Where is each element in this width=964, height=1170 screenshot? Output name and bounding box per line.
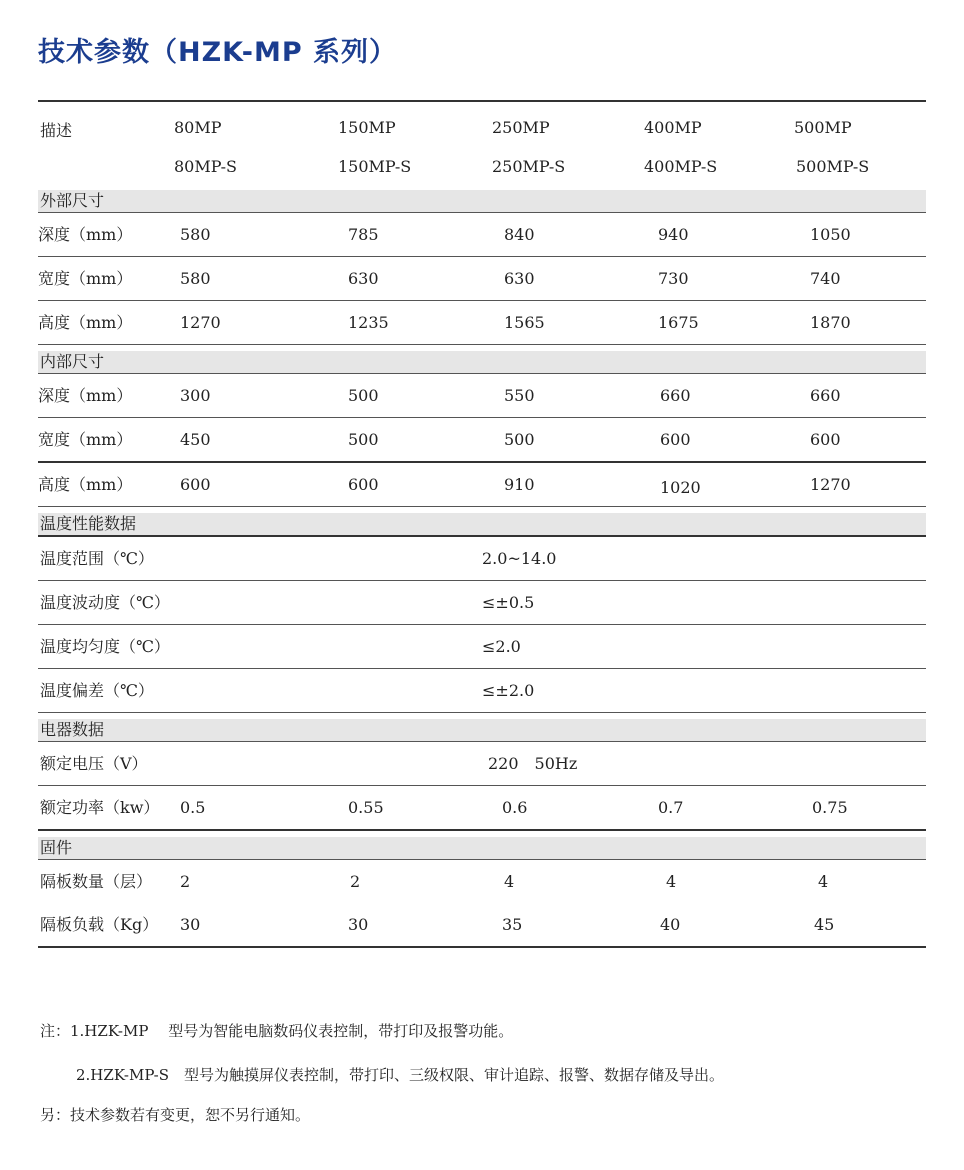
cell: 580 xyxy=(180,269,211,288)
cell: 0.7 xyxy=(658,798,684,817)
cell: 30 xyxy=(180,915,201,934)
cell: ≤±2.0 xyxy=(482,681,535,700)
cell: 940 xyxy=(658,225,689,244)
cell: 2.0~14.0 xyxy=(482,549,557,568)
row-label: 温度波动度（℃） xyxy=(40,593,170,612)
cell: 1020 xyxy=(660,478,701,497)
table-row xyxy=(38,418,926,461)
cell: 550 xyxy=(504,386,535,405)
cell: 660 xyxy=(810,386,841,405)
cell: 740 xyxy=(810,269,841,288)
cell: 35 xyxy=(502,915,523,934)
model-400mp: 400MP xyxy=(644,118,702,137)
section-title: 电器数据 xyxy=(40,720,105,739)
cell: 0.55 xyxy=(348,798,384,817)
cell: 1050 xyxy=(810,225,851,244)
cell: 4 xyxy=(818,872,829,891)
cell: 500 xyxy=(348,386,379,405)
table-row xyxy=(38,374,926,417)
cell: 45 xyxy=(814,915,835,934)
model-250mp-s: 250MP-S xyxy=(492,157,566,176)
table-row xyxy=(38,537,926,580)
section-electrical xyxy=(38,719,926,741)
row-label: 隔板数量（层） xyxy=(40,872,153,891)
model-150mp: 150MP xyxy=(338,118,396,137)
table-row xyxy=(38,742,926,785)
cell: 1565 xyxy=(504,313,545,332)
model-80mp: 80MP xyxy=(174,118,222,137)
spec-table xyxy=(38,100,926,948)
section-title: 固件 xyxy=(40,838,73,857)
table-row xyxy=(38,786,926,829)
cell: 730 xyxy=(658,269,689,288)
table-row xyxy=(38,301,926,344)
row-label: 温度均匀度（℃） xyxy=(40,637,170,656)
table-row xyxy=(38,581,926,624)
cell: 500 xyxy=(504,430,535,449)
model-header-row xyxy=(38,102,926,184)
cell: 2 xyxy=(350,872,361,891)
section-internal xyxy=(38,351,926,373)
page-title: 技术参数（HZK-MP 系列） xyxy=(38,37,398,68)
row-label: 温度范围（℃） xyxy=(40,549,154,568)
cell: 785 xyxy=(348,225,379,244)
table-row xyxy=(38,213,926,256)
section-external xyxy=(38,190,926,212)
row-label: 隔板负载（Kg） xyxy=(40,915,159,934)
cell: 840 xyxy=(504,225,535,244)
cell: 660 xyxy=(660,386,691,405)
section-title: 外部尺寸 xyxy=(40,191,105,210)
cell: 500 xyxy=(348,430,379,449)
cell: 30 xyxy=(348,915,369,934)
row-label: 温度偏差（℃） xyxy=(40,681,154,700)
cell: 0.6 xyxy=(502,798,528,817)
row-label: 深度（mm） xyxy=(38,386,133,405)
section-title: 内部尺寸 xyxy=(40,352,105,371)
cell: ≤2.0 xyxy=(482,637,521,656)
table-row xyxy=(38,463,926,506)
cell: 450 xyxy=(180,430,211,449)
cell: 580 xyxy=(180,225,211,244)
cell: 630 xyxy=(504,269,535,288)
cell: 4 xyxy=(504,872,515,891)
cell: 600 xyxy=(660,430,691,449)
table-row xyxy=(38,903,926,946)
model-250mp: 250MP xyxy=(492,118,550,137)
row-label: 宽度（mm） xyxy=(38,430,133,449)
cell: 600 xyxy=(810,430,841,449)
model-500mp-s: 500MP-S xyxy=(796,157,870,176)
cell: 600 xyxy=(180,475,211,494)
note-line-2: 2.HZK-MP-S 型号为触摸屏仪表控制，带打印、三级权限、审计追踪、报警、数据存储及导出。 xyxy=(76,1066,724,1084)
note-line-3: 另：技术参数若有变更，恕不另行通知。 xyxy=(40,1106,311,1124)
model-500mp: 500MP xyxy=(794,118,852,137)
note-line-1: 注：1.HZK-MP 型号为智能电脑数码仪表控制，带打印及报警功能。 xyxy=(40,1022,514,1040)
table-row xyxy=(38,625,926,668)
cell: 0.5 xyxy=(180,798,206,817)
section-temperature xyxy=(38,513,926,535)
section-title: 温度性能数据 xyxy=(40,514,137,533)
model-80mp-s: 80MP-S xyxy=(174,157,237,176)
row-label: 宽度（mm） xyxy=(38,269,133,288)
cell: 220 50Hz xyxy=(488,754,578,773)
cell: 1870 xyxy=(810,313,851,332)
section-fixtures xyxy=(38,837,926,859)
cell: 2 xyxy=(180,872,191,891)
table-row xyxy=(38,860,926,903)
cell: 630 xyxy=(348,269,379,288)
cell: 0.75 xyxy=(812,798,848,817)
cell: 910 xyxy=(504,475,535,494)
table-row xyxy=(38,257,926,300)
model-400mp-s: 400MP-S xyxy=(644,157,718,176)
table-row xyxy=(38,669,926,712)
row-label: 额定电压（V） xyxy=(40,754,148,773)
cell: 300 xyxy=(180,386,211,405)
cell: 1270 xyxy=(180,313,221,332)
cell: 1675 xyxy=(658,313,699,332)
row-label: 高度（mm） xyxy=(38,313,133,332)
cell: 600 xyxy=(348,475,379,494)
cell: 1270 xyxy=(810,475,851,494)
cell: 4 xyxy=(666,872,677,891)
cell: 1235 xyxy=(348,313,389,332)
row-label: 额定功率（kw） xyxy=(40,798,160,817)
cell: ≤±0.5 xyxy=(482,593,535,612)
row-label: 高度（mm） xyxy=(38,475,133,494)
cell: 40 xyxy=(660,915,681,934)
model-150mp-s: 150MP-S xyxy=(338,157,412,176)
row-label: 深度（mm） xyxy=(38,225,133,244)
description-label: 描述 xyxy=(40,121,73,140)
